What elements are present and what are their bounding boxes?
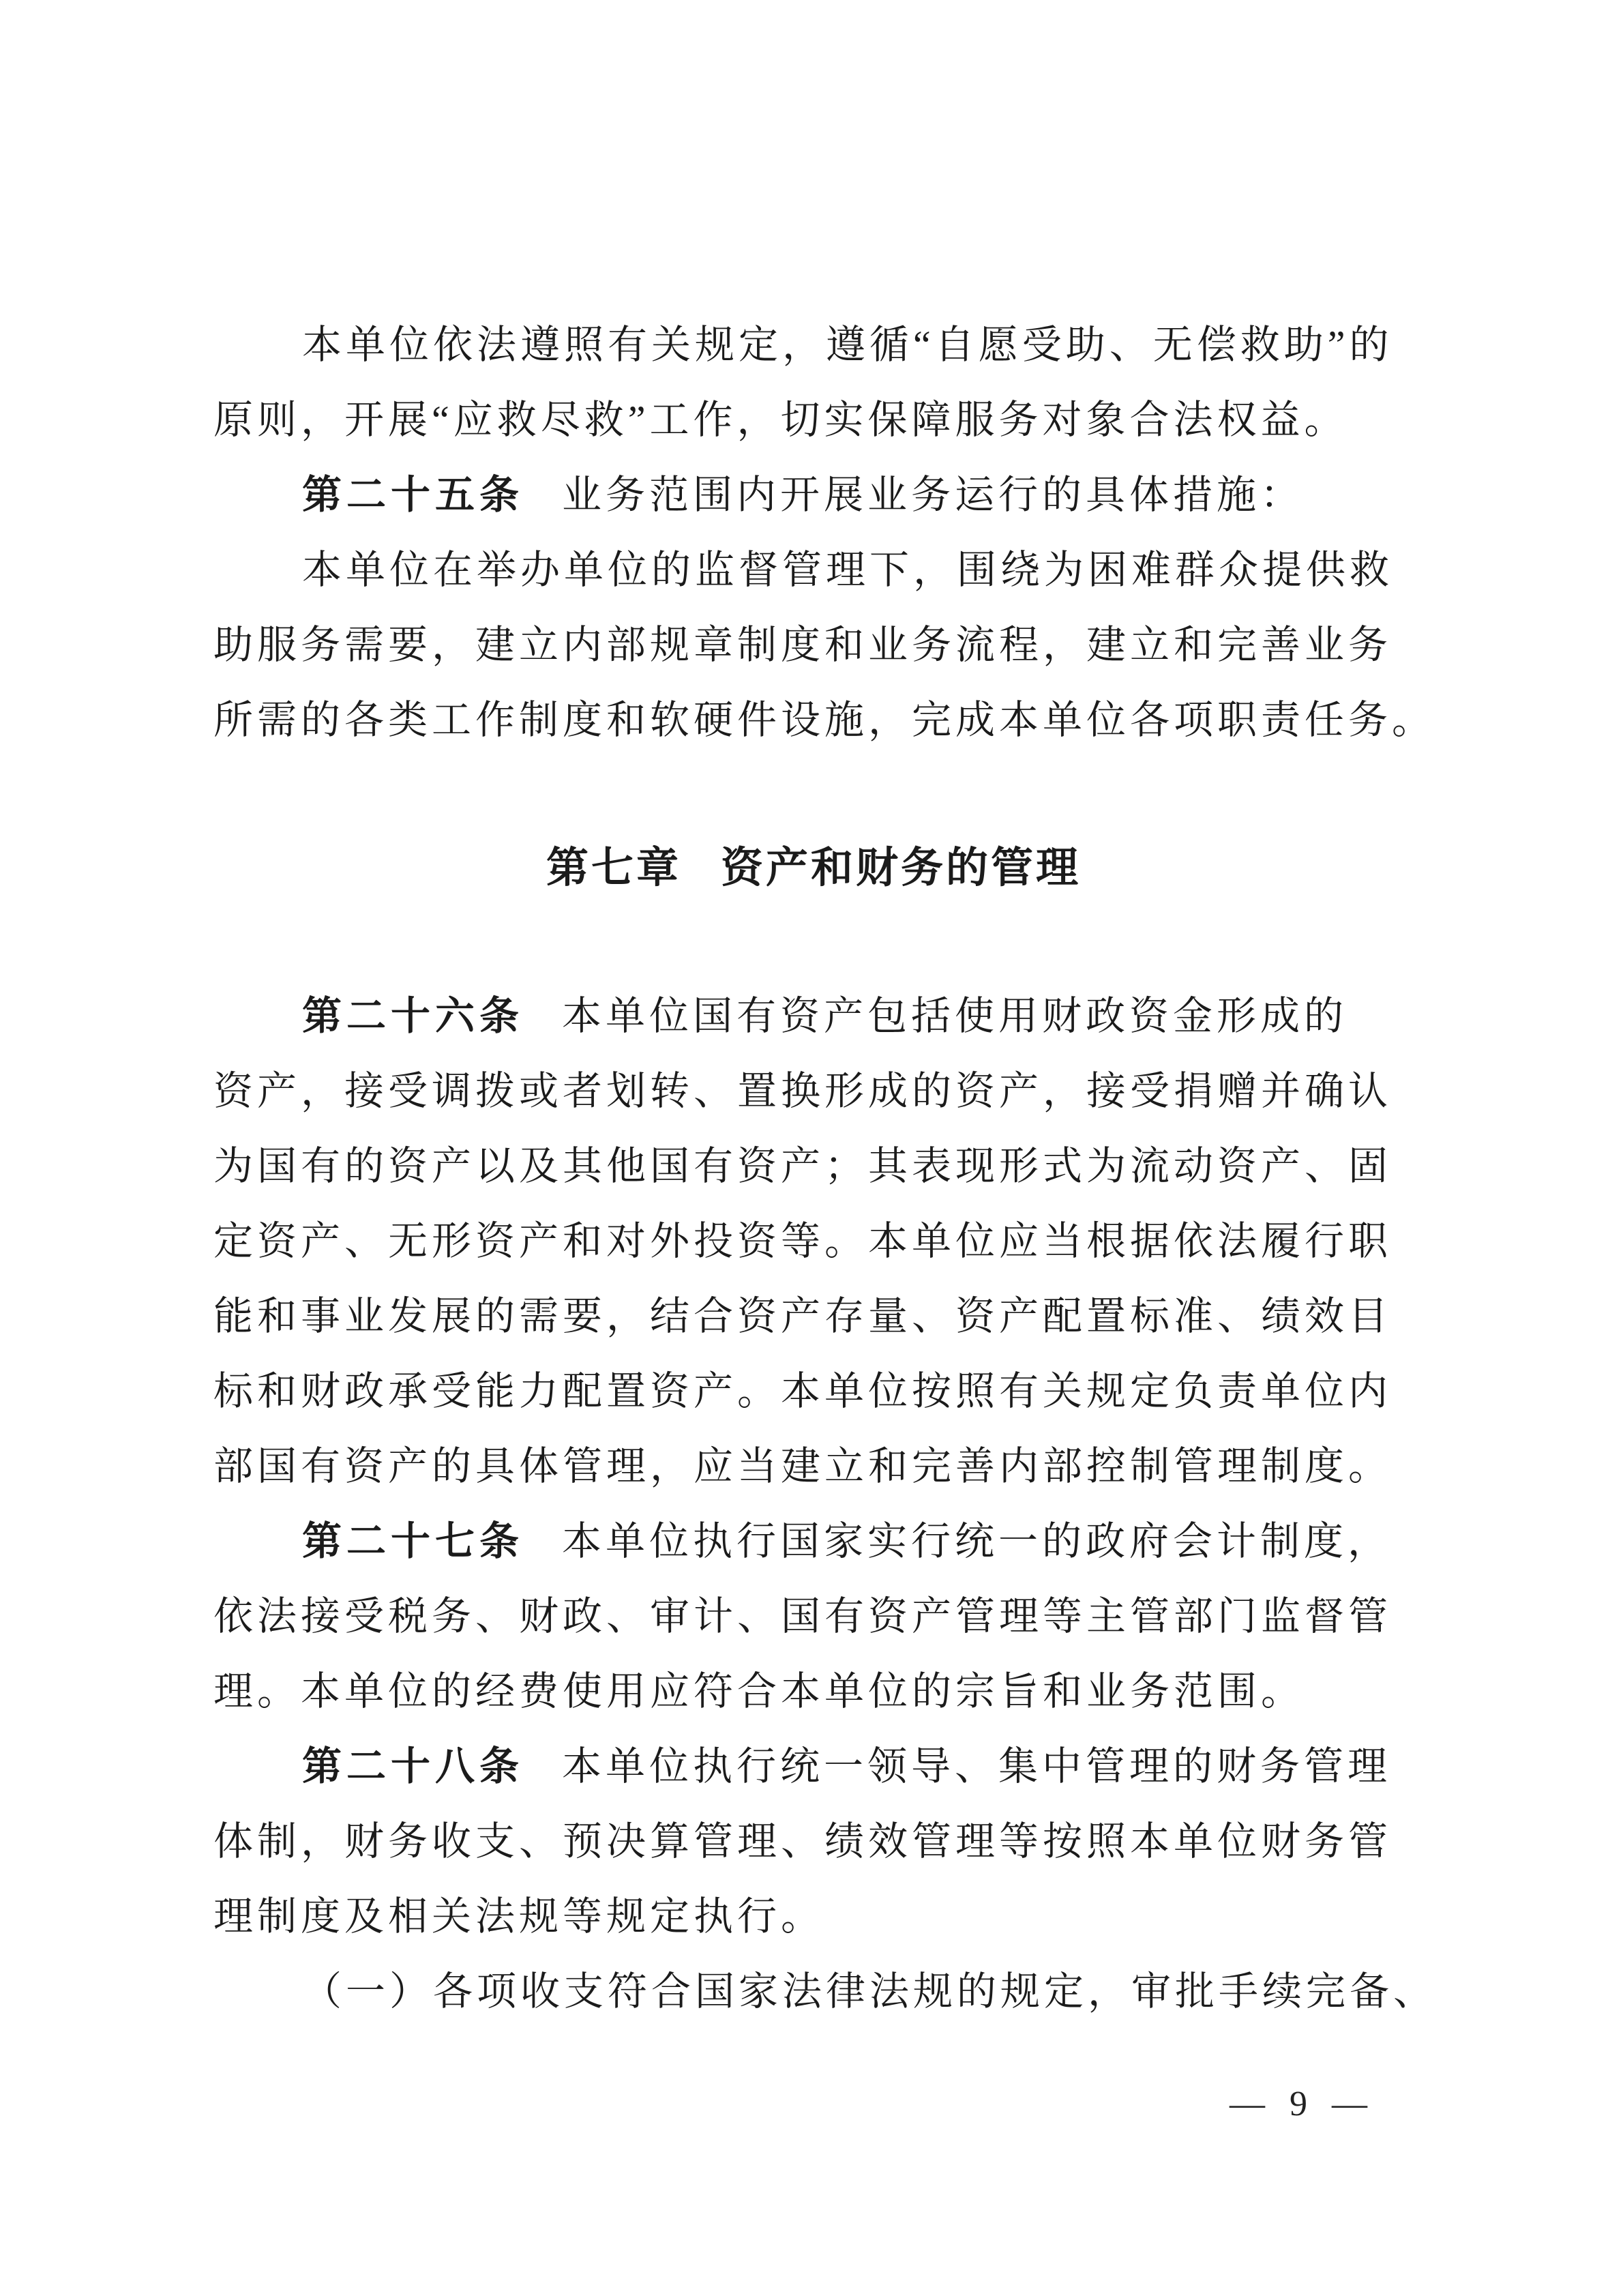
- chapter-number: 第七章: [546, 845, 681, 892]
- paragraph-line: 为国有的资产以及其他国有资产；其表现形式为流动资产、固: [213, 1144, 1393, 1188]
- article-line-25: [213, 458, 1414, 533]
- paragraph-line: 部国有资产的具体管理，应当建立和完善内部控制管理制度。: [213, 1444, 1393, 1488]
- paragraph-line: 依法接受税务、财政、审计、国有资产管理等主管部门监督管: [213, 1594, 1393, 1638]
- paragraph-line: 资产，接受调拨或者划转、置换形成的资产，接受捐赠并确认: [213, 1069, 1393, 1113]
- article-number-25: 第二十五条: [302, 473, 524, 517]
- article-number-27: 第二十七条: [302, 1519, 524, 1563]
- body-text: [213, 308, 1438, 2029]
- article-line-27: [213, 1504, 1414, 1579]
- page-footer: [1230, 2067, 1367, 2142]
- paragraph-line: 助服务需要，建立内部规章制度和业务流程，建立和完善业务: [213, 623, 1393, 667]
- list-item-one: （一）各项收支符合国家法律法规的规定，审批手续完备、: [302, 1969, 1438, 2014]
- article-number-28: 第二十八条: [302, 1744, 524, 1789]
- chapter-heading: [213, 831, 1414, 906]
- chapter-title: 资产和财务的管理: [721, 845, 1082, 892]
- paragraph-line: 标和财政承受能力配置资产。本单位按照有关规定负责单位内: [213, 1369, 1393, 1413]
- paragraph-line: 所需的各类工作制度和软硬件设施，完成本单位各项职责任务。: [213, 698, 1436, 742]
- footer-dash-left: —: [1230, 2085, 1265, 2123]
- article-text: 本单位执行国家实行统一的政府会计制度，: [562, 1519, 1392, 1563]
- paragraph-line: 理制度及相关法规等规定执行。: [213, 1894, 825, 1939]
- footer-dash-right: —: [1332, 2085, 1367, 2123]
- paragraph-line: 本单位在举办单位的监督管理下，围绕为困难群众提供救: [302, 548, 1394, 592]
- paragraph-line: 能和事业发展的需要，结合资产存量、资产配置标准、绩效目: [213, 1294, 1393, 1338]
- article-text: 本单位执行统一领导、集中管理的财务管理: [562, 1744, 1392, 1789]
- paragraph-line: 本单位依法遵照有关规定，遵循“自愿受助、无偿救助”的: [302, 323, 1393, 367]
- paragraph-line: 定资产、无形资产和对外投资等。本单位应当根据依法履行职: [213, 1219, 1393, 1263]
- article-line-26: [213, 979, 1414, 1054]
- paragraph-line: 原则，开展“应救尽救”工作，切实保障服务对象合法权益。: [213, 398, 1348, 442]
- article-number-26: 第二十六条: [302, 994, 524, 1038]
- article-text: 本单位国有资产包括使用财政资金形成的: [562, 994, 1348, 1038]
- article-line-28: [213, 1729, 1414, 1804]
- paragraph-line: 体制，财务收支、预决算管理、绩效管理等按照本单位财务管: [213, 1819, 1393, 1864]
- page-number: 9: [1290, 2085, 1307, 2123]
- paragraph-line: 理。本单位的经费使用应符合本单位的宗旨和业务范围。: [213, 1669, 1305, 1713]
- article-text: 业务范围内开展业务运行的具体措施：: [562, 473, 1305, 517]
